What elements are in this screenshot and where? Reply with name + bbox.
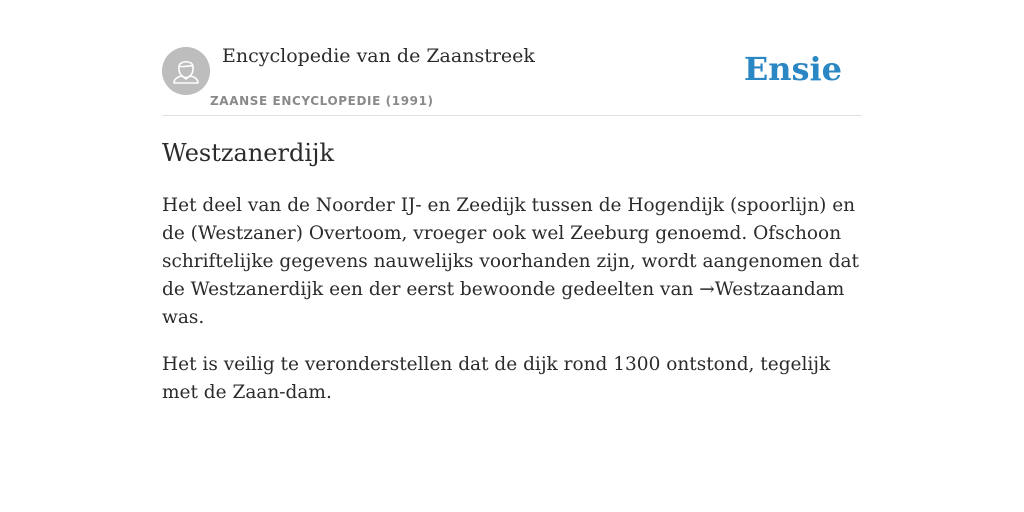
cross-reference-link[interactable]	[699, 279, 844, 300]
entry-body	[162, 192, 862, 426]
source-subtitle: ZAANSE ENCYCLOPEDIE (1991)	[210, 94, 434, 108]
brand-logo[interactable]: Ensie	[743, 50, 842, 88]
paragraph-2: Het is veilig te veronderstellen dat de dijk rond 1300 ontstond, tegelijk met de Zaan-dam.	[162, 354, 831, 403]
paragraph-1-text: Het deel van de Noorder IJ- en Zeedijk tussen de Hogendijk (spoorlijn) en de (Westzaner) Overtoom, vroeger ook wel Zeeburg genoemd. Ofschoon schriftelijke gegevens nauwelijks voorhanden zijn, wordt aangenomen dat de Westzanerdijk een der eerst bewoonde gedeelten van	[162, 195, 859, 300]
source-header	[162, 0, 862, 116]
entry-title: Westzanerdijk	[162, 139, 334, 167]
source-title[interactable]: Encyclopedie van de Zaanstreek	[222, 45, 535, 67]
paragraph-1	[162, 192, 862, 332]
cross-reference-label: Westzaandam	[714, 279, 845, 300]
user-icon	[162, 47, 210, 95]
arrow-right-icon: →	[699, 279, 715, 300]
avatar[interactable]	[162, 47, 210, 95]
paragraph-1-tail: was.	[162, 307, 205, 328]
page-container	[162, 0, 862, 403]
